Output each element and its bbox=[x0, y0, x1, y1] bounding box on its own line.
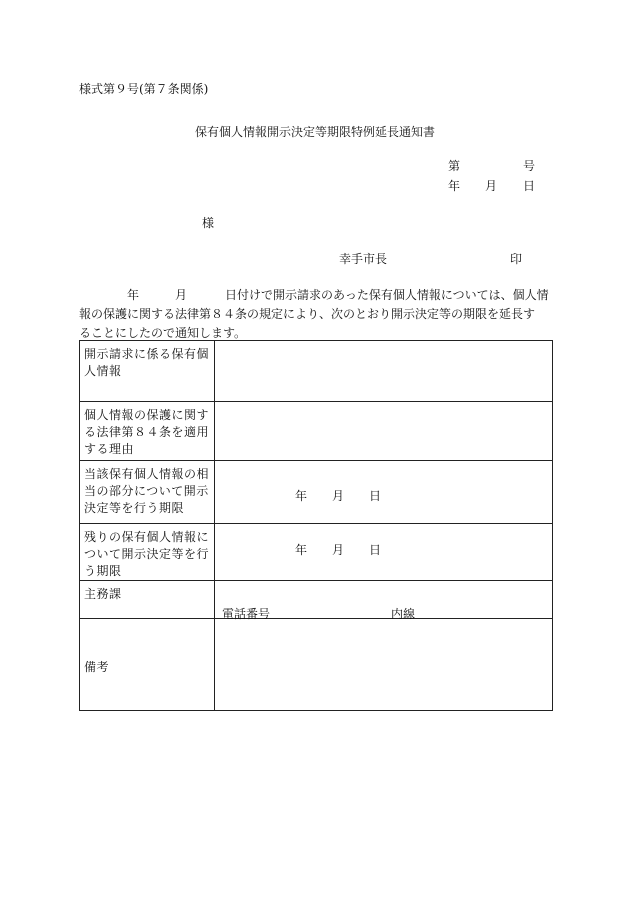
table-row bbox=[80, 341, 553, 402]
remaining-year: 年 bbox=[295, 543, 308, 557]
remaining-month: 月 bbox=[332, 543, 345, 557]
date-day: 日 bbox=[523, 179, 536, 193]
table-row bbox=[80, 524, 553, 581]
date-month: 月 bbox=[485, 179, 498, 193]
issuer: 幸手市長 bbox=[339, 252, 388, 266]
form-number: 様式第９号(第７条関係) bbox=[79, 82, 209, 96]
row-label-requested-info: 開示請求に係る保有個人情報 bbox=[80, 341, 215, 402]
document-title: 保有個人情報開示決定等期限特例延長通知書 bbox=[194, 125, 435, 139]
body-text bbox=[79, 286, 553, 343]
doc-number-suffix: 号 bbox=[523, 159, 536, 173]
body-line2: 報の保護に関する法律第８４条の規定により、次のとおり開示決定等の期限を延長す bbox=[79, 307, 536, 321]
partial-month: 月 bbox=[332, 489, 345, 503]
notice-table bbox=[79, 340, 553, 711]
value-department bbox=[215, 581, 553, 619]
partial-year: 年 bbox=[295, 489, 308, 503]
table-row bbox=[80, 402, 553, 461]
date-year: 年 bbox=[448, 179, 461, 193]
value-remaining-deadline bbox=[215, 524, 553, 581]
table-row bbox=[80, 619, 553, 711]
addressee-suffix: 様 bbox=[202, 216, 215, 230]
row-label-remaining-deadline: 残りの保有個人情報について開示決定等を行う期限 bbox=[80, 524, 215, 581]
table-row bbox=[80, 581, 553, 619]
table-row bbox=[80, 461, 553, 524]
row-label-reason: 個人情報の保護に関する法律第８４条を適用する理由 bbox=[80, 402, 215, 461]
remaining-day: 日 bbox=[369, 543, 382, 557]
body-year: 年 bbox=[127, 288, 140, 302]
body-line1: 日付けで開示請求のあった保有個人情報については、個人情 bbox=[225, 288, 549, 302]
body-line3: ることにしたので通知します。 bbox=[79, 326, 247, 340]
row-label-remarks: 備考 bbox=[80, 619, 215, 711]
partial-day: 日 bbox=[369, 489, 382, 503]
value-remarks bbox=[215, 619, 553, 711]
doc-number-prefix: 第 bbox=[448, 159, 461, 173]
row-label-department: 主務課 bbox=[80, 581, 215, 619]
value-reason bbox=[215, 402, 553, 461]
value-requested-info bbox=[215, 341, 553, 402]
seal-mark: 印 bbox=[510, 252, 523, 266]
row-label-partial-deadline: 当該保有個人情報の相当の部分について開示決定等を行う期限 bbox=[80, 461, 215, 524]
body-month: 月 bbox=[175, 288, 188, 302]
extension-label: 内線 bbox=[391, 607, 416, 621]
value-partial-deadline bbox=[215, 461, 553, 524]
phone-label: 電話番号 bbox=[222, 607, 271, 621]
